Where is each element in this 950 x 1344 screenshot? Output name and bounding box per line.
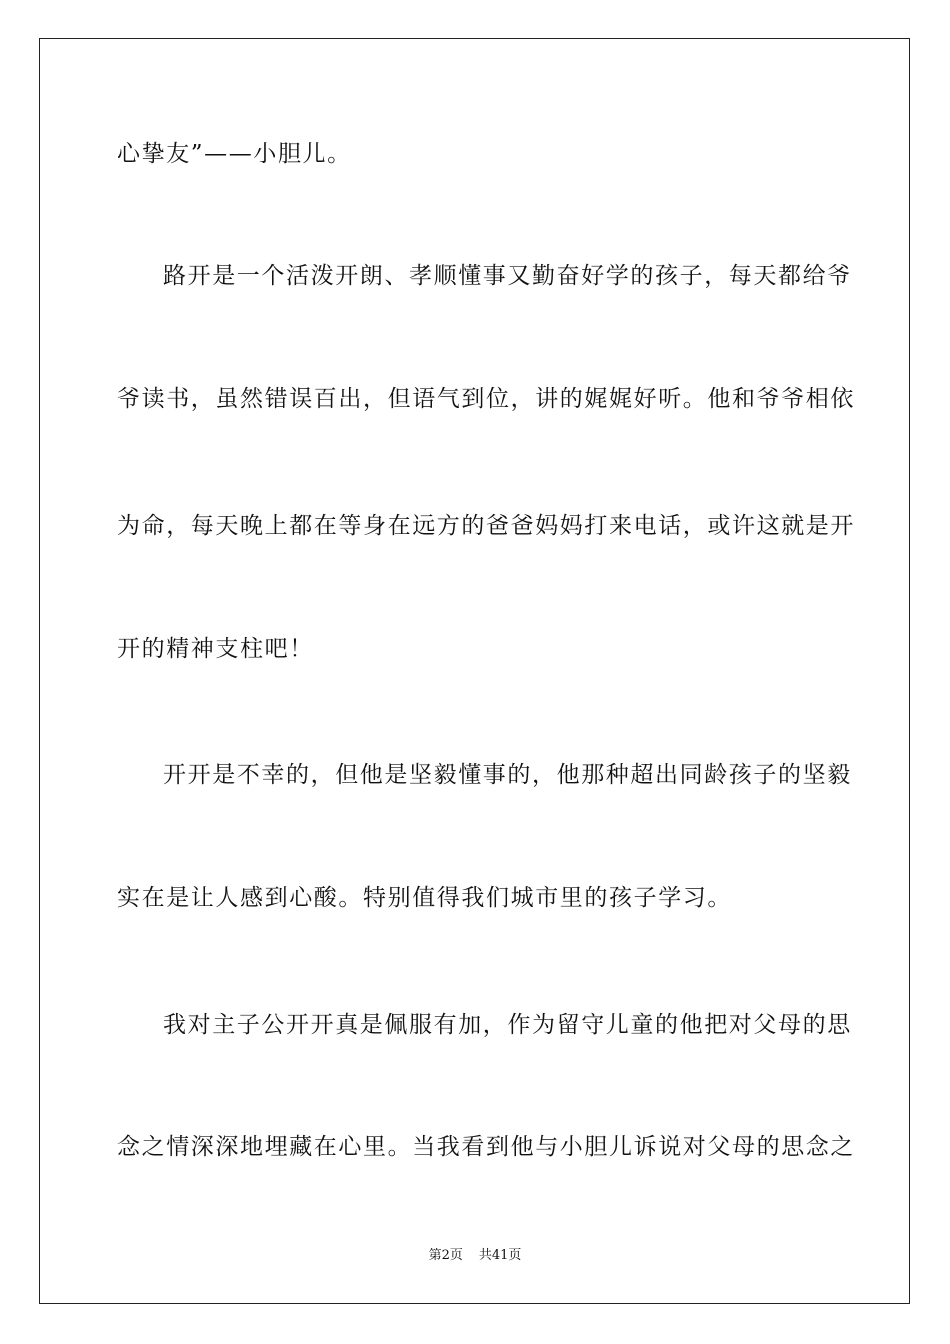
total-pages: 共41页 <box>478 1248 522 1263</box>
page-footer <box>0 1247 950 1265</box>
paragraph-3-line-2: 念之情深深地埋藏在心里。当我看到他与小胆儿诉说对父母的思念之 <box>117 1134 855 1160</box>
paragraph-2-line-2: 实在是让人感到心酸。特别值得我们城市里的孩子学习。 <box>117 885 732 911</box>
paragraph-1-line-1: 路开是一个活泼开朗、孝顺懂事又勤奋好学的孩子，每天都给爷 <box>163 263 852 289</box>
paragraph-3-line-1: 我对主子公开开真是佩服有加，作为留守儿童的他把对父母的思 <box>163 1012 852 1038</box>
paragraph-1-line-2: 爷读书，虽然错误百出，但语气到位，讲的娓娓好听。他和爷爷相依 <box>117 386 855 412</box>
paragraph-1-line-4: 开的精神支柱吧！ <box>117 636 314 662</box>
paragraph-1-line-3: 为命，每天晚上都在等身在远方的爸爸妈妈打来电话，或许这就是开 <box>117 513 855 539</box>
page-number: 第2页 <box>428 1248 463 1263</box>
text-line-1: 心挚友”——小胆儿。 <box>117 141 352 167</box>
page-border <box>39 38 910 1304</box>
paragraph-2-line-1: 开开是不幸的，但他是坚毅懂事的，他那种超出同龄孩子的坚毅 <box>163 762 852 788</box>
